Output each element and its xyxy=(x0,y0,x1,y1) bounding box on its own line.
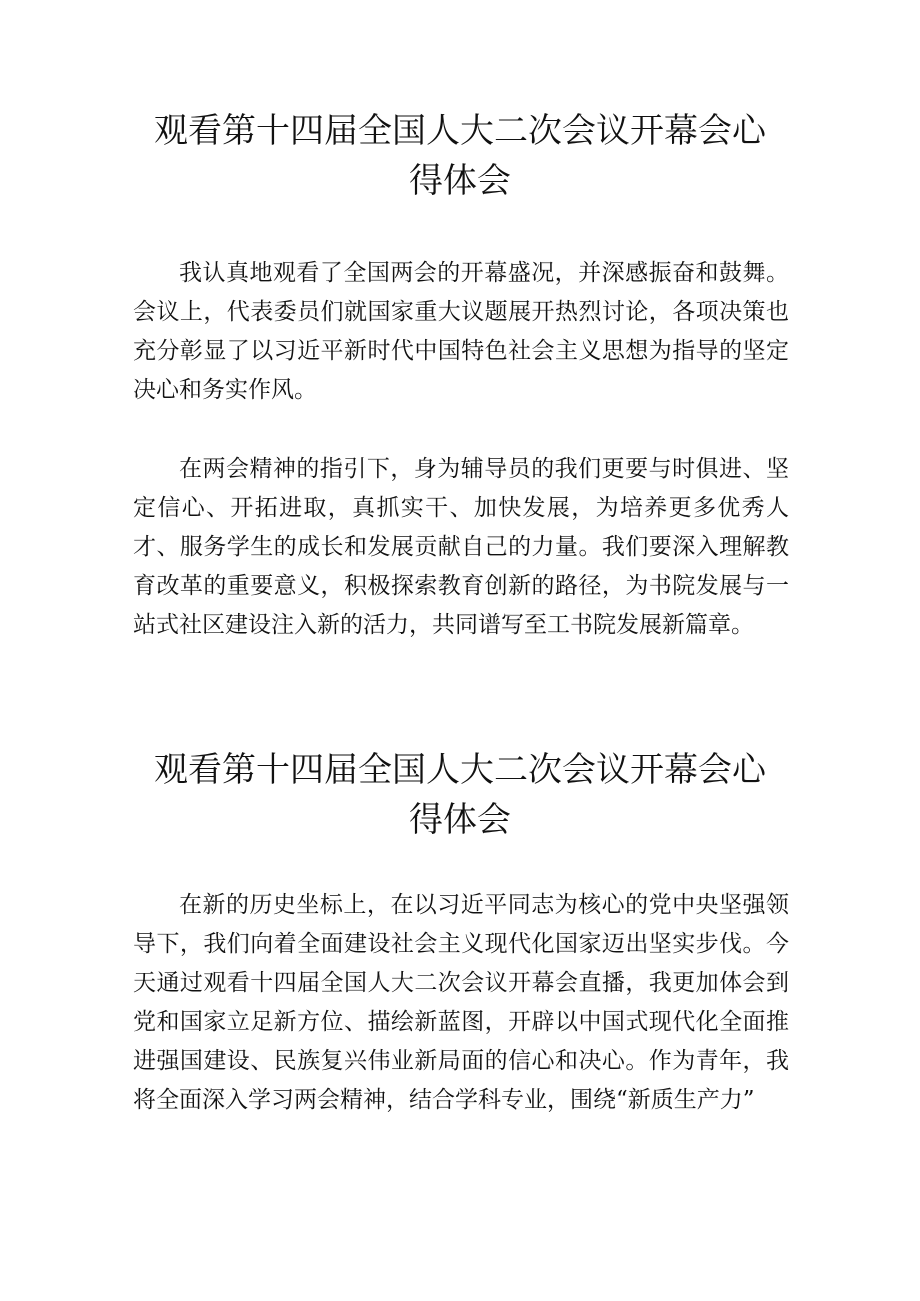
article-title-2 xyxy=(130,745,790,845)
article-1-paragraph-1: 我认真地观看了全国两会的开幕盛况，并深感振奋和鼓舞。会议上，代表委员们就国家重大议题展开热烈讨论，各项决策也充分彰显了以习近平新时代中国特色社会主义思想为指导的坚定决心和务实作风。 xyxy=(133,260,789,403)
article-2-paragraph-1: 在新的历史坐标上，在以习近平同志为核心的党中央坚强领导下，我们向着全面建设社会主义现代化国家迈出坚实步伐。今天通过观看十四届全国人大二次会议开幕会直播，我更加体会到党和国家立足新方位、描绘新蓝图，开辟以中国式现代化全面推进强国建设、民族复兴伟业新局面的信心和决心。作为青年，我将全面深入学习两会精神，结合学科专业，围绕“新质生产力” xyxy=(133,892,789,1113)
article-title-1 xyxy=(130,106,790,206)
article-title-2-line-1: 观看第十四届全国人大二次会议开幕会心 xyxy=(154,750,766,790)
article-title-1-line-2: 得体会 xyxy=(409,161,511,201)
article-title-1-line-1: 观看第十四届全国人大二次会议开幕会心 xyxy=(154,111,766,151)
article-1-paragraph-2: 在两会精神的指引下，身为辅导员的我们更要与时俱进、坚定信心、开拓进取，真抓实干、加快发展，为培养更多优秀人才、服务学生的成长和发展贡献自己的力量。我们要深入理解教育改革的重要意义，积极探索教育创新的路径，为书院发展与一站式社区建设注入新的活力，共同谱写至工书院发展新篇章。 xyxy=(133,456,789,638)
article-title-2-line-2: 得体会 xyxy=(409,800,511,840)
